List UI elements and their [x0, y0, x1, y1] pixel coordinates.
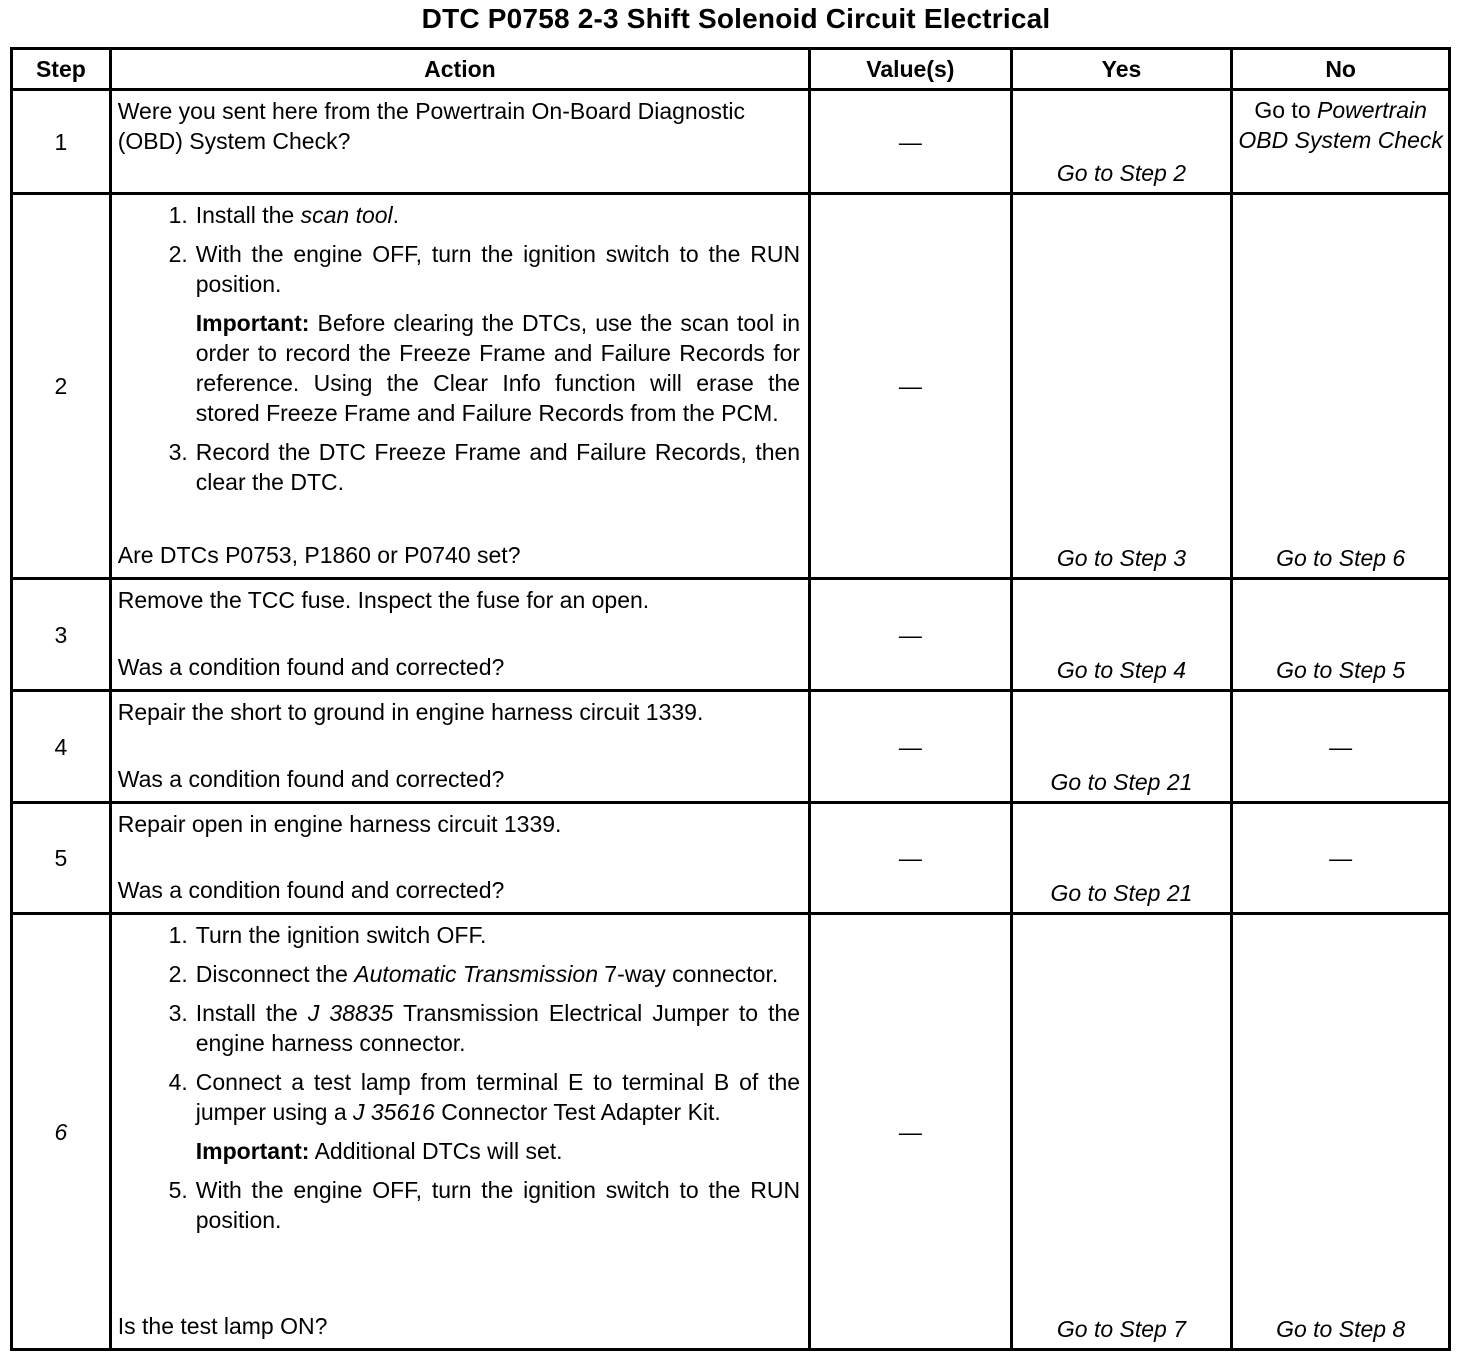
step-number: 6: [12, 914, 111, 1350]
header-yes: Yes: [1011, 49, 1232, 90]
action-cell: [110, 194, 809, 579]
table-row: [12, 194, 1450, 579]
list-item: 3. Record the DTC Freeze Frame and Failure Records, then clear the DTC.: [168, 439, 801, 495]
table-row: [12, 914, 1450, 1350]
important-note: Important: Before clearing the DTCs, use the scan tool in order to record the Freeze Frame and Failure Records for reference. Using the Clear Info function will erase the stored Freeze Frame and Failure Records from the PCM.: [195, 310, 801, 426]
header-action: Action: [110, 49, 809, 90]
action-text: Repair the short to ground in engine harness circuit 1339.: [117, 699, 704, 725]
list-item: 4. Connect a test lamp from terminal E to terminal B of the jumper using a J 35616 Connector Test Adapter Kit.: [168, 1069, 801, 1125]
action-question: Was a condition found and corrected?: [117, 877, 505, 903]
action-cell: [110, 914, 809, 1350]
value-cell: —: [810, 803, 1012, 914]
step-number: 4: [12, 691, 111, 803]
list-item: 5. With the engine OFF, turn the ignition switch to the RUN position.: [168, 1177, 801, 1233]
no-cell: Go to Step 8: [1232, 914, 1450, 1350]
action-text: Repair open in engine harness circuit 1339.: [117, 811, 562, 837]
action-text: Remove the TCC fuse. Inspect the fuse for an open.: [117, 587, 650, 613]
no-cell: —: [1232, 803, 1450, 914]
no-cell: —: [1232, 691, 1450, 803]
page-title: DTC P0758 2-3 Shift Solenoid Circuit Electrical: [421, 3, 1051, 34]
yes-cell: Go to Step 4: [1011, 579, 1232, 691]
yes-cell: Go to Step 21: [1011, 691, 1232, 803]
action-question: Are DTCs P0753, P1860 or P0740 set?: [117, 542, 521, 568]
list-item: 1. Install the scan tool.: [168, 202, 400, 228]
step-number: 3: [12, 579, 111, 691]
value-cell: —: [810, 691, 1012, 803]
yes-cell: Go to Step 7: [1011, 914, 1232, 1350]
yes-cell: Go to Step 2: [1011, 90, 1232, 194]
yes-cell: Go to Step 21: [1011, 803, 1232, 914]
action-cell: [110, 90, 809, 194]
action-question: Were you sent here from the Powertrain On-Board Diagnostic (OBD) System Check?: [117, 98, 746, 154]
value-cell: —: [810, 90, 1012, 194]
list-item: 2. With the engine OFF, turn the ignition switch to the RUN position.: [168, 241, 801, 297]
step-number: 2: [12, 194, 111, 579]
header-row: [12, 49, 1450, 90]
list-item: 3. Install the J 38835 Transmission Electrical Jumper to the engine harness connector.: [168, 1000, 801, 1056]
action-question: Was a condition found and corrected?: [117, 766, 505, 792]
table-row: [12, 579, 1450, 691]
no-prefix: Go to: [1254, 97, 1318, 123]
header-values: Value(s): [810, 49, 1012, 90]
table-row: [12, 803, 1450, 914]
list-item: 2. Disconnect the Automatic Transmission 7-way connector.: [168, 961, 779, 987]
action-cell: [110, 691, 809, 803]
action-cell: [110, 579, 809, 691]
no-cell: [1232, 90, 1450, 194]
step-number: 1: [12, 90, 111, 194]
value-cell: —: [810, 194, 1012, 579]
value-cell: —: [810, 914, 1012, 1350]
table-row: [12, 90, 1450, 194]
header-step: Step: [12, 49, 111, 90]
action-cell: [110, 803, 809, 914]
action-question: Was a condition found and corrected?: [117, 654, 505, 680]
diagnostic-table: [10, 47, 1451, 1351]
step-number: 5: [12, 803, 111, 914]
action-question: Is the test lamp ON?: [117, 1313, 328, 1339]
no-cell: Go to Step 5: [1232, 579, 1450, 691]
no-link: Powertrain OBD System Check: [1238, 97, 1443, 153]
list-item: 1. Turn the ignition switch OFF.: [168, 922, 487, 948]
yes-cell: Go to Step 3: [1011, 194, 1232, 579]
important-note: Important: Additional DTCs will set.: [195, 1138, 563, 1164]
table-row: [12, 691, 1450, 803]
header-no: No: [1232, 49, 1450, 90]
no-cell: Go to Step 6: [1232, 194, 1450, 579]
value-cell: —: [810, 579, 1012, 691]
